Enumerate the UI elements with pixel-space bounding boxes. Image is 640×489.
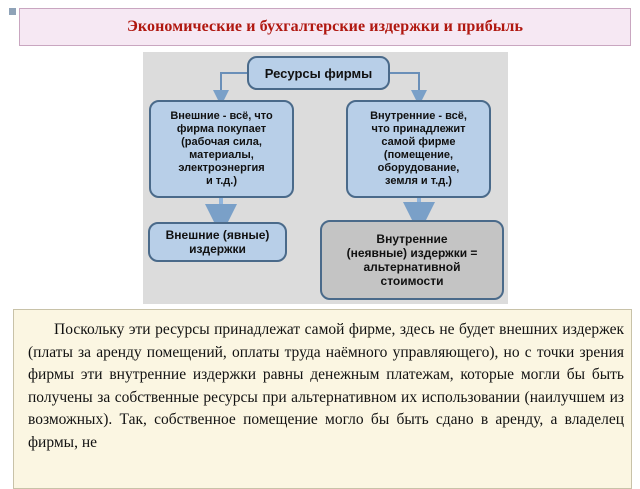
box-internal-resources: Внутренние - всё, что принадлежит самой фирме (помещение, оборудование, земля и т.д.) <box>346 100 491 198</box>
connector-head-to-internal <box>390 73 419 98</box>
resources-diagram <box>143 52 508 304</box>
explanation-paragraph: Поскольку эти ресурсы принадлежат самой фирме, здесь не будет внешних издержек (платы за аренду помещений, оплаты труда наёмного управляющего), но с точки зрения фирмы эти внутренние издержки равны денежным платежам, которые могли бы быть получены за собственные ресурсы при альтернативном их использовании (наилучшем из возможных). Так, собственное помещение могло бы быть сдано в аренду, а владелец фирмы, не <box>28 321 624 451</box>
box-external-resources: Внешние - всё, что фирма покупает (рабочая сила, материалы, электроэнергия и т.д.) <box>149 100 294 198</box>
title-bar <box>19 8 631 46</box>
text-panel <box>13 309 632 489</box>
slide-title: Экономические и бухгалтерские издержки и прибыль <box>126 18 524 35</box>
slide-bullet <box>9 8 16 15</box>
connector-head-to-external <box>221 73 247 98</box>
box-firm-resources: Ресурсы фирмы <box>247 56 390 90</box>
box-explicit-costs: Внешние (явные) издержки <box>148 222 287 262</box>
box-implicit-costs: Внутренние (неявные) издержки = альтернативной стоимости <box>320 220 504 300</box>
